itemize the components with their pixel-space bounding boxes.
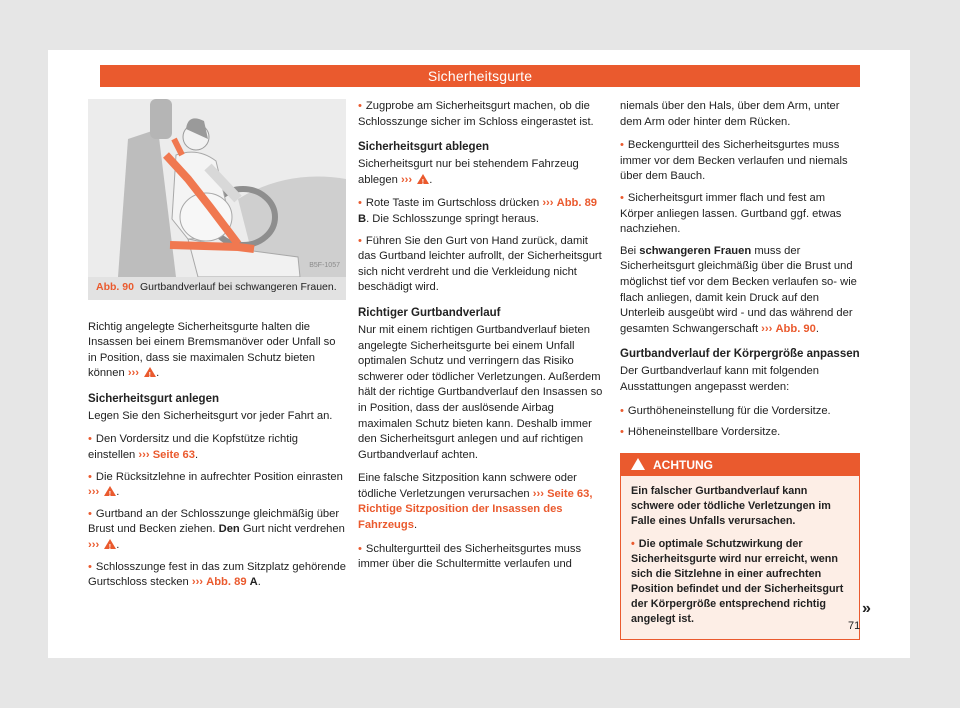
bullet-item <box>358 234 603 296</box>
heading-koerpergroesse: Gurtbandverlauf der Körpergröße anpassen <box>620 348 860 361</box>
paragraph-text: Eine falsche Sitzposition kann schwere oder tödliche Verletzungen verursachen <box>358 472 577 500</box>
heading-anlegen: Sicherheitsgurt anlegen <box>88 392 220 405</box>
warning-icon <box>104 539 116 549</box>
bullet-dot: • <box>631 537 635 550</box>
arrows: ››› <box>761 322 773 335</box>
bullet-text: Höheneinstellbare Vordersitze. <box>627 426 781 439</box>
page-number: 71 <box>848 620 861 632</box>
heading-ablegen: Sicherheitsgurt ablegen <box>358 141 490 154</box>
column-right <box>620 99 860 640</box>
paragraph-schwanger: Bei schwangeren Frauen muss der Sicherheitsgurt gleichmäßig über die Brust und möglichst tief vor dem Becken verlaufen so- wie flach anliegen, damit kein Druck auf den Unterleib ausgeübt wird - und das während der gesamten Schwangerschaft ››› Abb. 90. <box>620 244 857 335</box>
continue-marker: » <box>862 600 871 617</box>
arrows: ››› <box>138 449 150 462</box>
bold-letter: B <box>358 212 367 225</box>
figure-caption-text: Gurtbandverlauf bei schwangeren Frauen. <box>139 281 337 293</box>
bullet-text: Schlosszunge fest in das zum Sitzplatz gehörende Gurtschloss stecken <box>88 560 346 589</box>
bullet-text: Die Rücksitzlehne in aufrechter Position einrasten <box>95 470 343 483</box>
arrows: ››› <box>127 367 140 380</box>
bold-text: Den <box>218 523 240 536</box>
bullet-dot: • <box>88 507 92 520</box>
link-seite-63[interactable]: Seite 63 <box>152 449 195 462</box>
paragraph-sitzposition: Eine falsche Sitzposition kann schwere oder tödliche Verletzungen verursachen ››› Seite 63, Richtige Sitzposition der Insassen des Fahrzeugs. <box>358 472 593 532</box>
bullet-text: Rote Taste im Gurtschloss drücken <box>365 197 540 210</box>
arrows: ››› <box>400 173 413 186</box>
bullet-dot: • <box>88 560 92 573</box>
warning-box <box>620 453 860 640</box>
paragraph-text: muss der Sicherheitsgurt gleichmäßig über die Brust und möglichst tief vor dem Becken verlaufen so- wie flach anliegen, damit kein Druck auf den Unterleib ausgeübt wird - und das während der gesamten Schwangerschaft <box>620 244 857 335</box>
bullet-text: Führen Sie den Gurt von Hand zurück, damit das Gurtband leichter aufrollt, der Sicherheitsgurt sich nicht verdreht und die Verkleidung nicht beschädigt wird. <box>358 234 602 294</box>
bullet-dot: • <box>620 191 624 204</box>
bullet-item <box>358 99 603 130</box>
paragraph-text: Bei <box>620 244 637 257</box>
link-abb-89[interactable]: Abb. 89 <box>206 576 247 589</box>
bullet-item: • Gurtband an der Schlosszunge gleichmäßig über Brust und Becken ziehen. Den Gurt nicht verdrehen ››› ! . <box>88 507 346 554</box>
arrows: ››› <box>88 539 100 552</box>
section-header: Sicherheitsgurte <box>100 65 860 87</box>
bullet-text: Schultergurtteil des Sicherheitsgurtes muss immer über die Schultermitte verlaufen und <box>358 542 582 571</box>
paragraph-ausstattung: Der Gurtbandverlauf kann mit folgenden Ausstattungen angepasst werden: <box>620 365 820 393</box>
intro-text: Richtig angelegte Sicherheitsgurte halten die Insassen bei einem Bremsmanöver oder Unfall so in Position, dass sie maximalen Schutz bieten können <box>88 320 336 380</box>
figure-label: Abb. 90 <box>96 281 134 293</box>
figure-illustration <box>88 99 346 277</box>
bullet-item <box>620 138 860 185</box>
warning-body <box>621 476 859 639</box>
bullet-text: Zugprobe am Sicherheitsgurt machen, ob die Schlosszunge sicher im Schloss eingerastet ist. <box>358 100 594 128</box>
bullet-item <box>358 542 603 573</box>
bullet-item <box>620 404 860 420</box>
bullet-dot: • <box>620 139 624 152</box>
bullet-text: Gurt nicht verdrehen <box>242 523 345 536</box>
link-abb-90[interactable]: Abb. 90 <box>775 322 816 335</box>
bullet-dot: • <box>358 234 362 247</box>
bullet-item <box>358 196 603 227</box>
column-middle <box>358 99 603 579</box>
pregnant-woman-seatbelt-illustration <box>88 99 346 277</box>
bold-text: schwangeren Frauen <box>639 244 752 257</box>
warning-header <box>621 454 859 476</box>
link-abb-89[interactable]: Abb. 89 <box>556 197 598 210</box>
bullet-text: Beckengurtteil des Sicherheitsgurtes muss immer vor dem Becken verlaufen und niemals über dem Bauch. <box>620 139 848 183</box>
warning-triangle-icon <box>631 458 645 470</box>
warning-icon <box>144 367 156 377</box>
warning-bullet <box>631 537 849 627</box>
bullet-text: Gurtband an der Schlosszunge gleichmäßig über Brust und Becken ziehen. <box>88 507 340 536</box>
figure-caption <box>88 277 346 300</box>
paragraph-anlegen: Legen Sie den Sicherheitsgurt vor jeder Fahrt an. <box>88 409 333 422</box>
bullet-dot: • <box>620 426 624 439</box>
warning-title: ACHTUNG <box>653 457 713 472</box>
warning-bullet-text: Die optimale Schutzwirkung der Sicherheitsgurte wird nur erreicht, wenn sich die Sitzlehne in einer aufrechten Position befindet und der Sicherheitsgurt der Körpergröße entsprechend richtig angelegt ist. <box>631 537 844 625</box>
link-seite-63-sitzposition[interactable]: Seite 63, Richtige Sitzposition der Insassen des Fahrzeugs <box>358 487 593 532</box>
bullet-dot: • <box>358 197 362 210</box>
paragraph-verlauf: Nur mit einem richtigen Gurtbandverlauf bieten angelegte Sicherheitsgurte bei einem Unfall optimalen Schutz und verringern das Risiko schwerer oder tödlicher Verletzungen. Außerdem hält der richtige Gurtbandverlauf den Insassen so in Position, dass der auslösende Airbag maximalen Schutz bieten kann. Deshalb immer den Sicherheitsgurt anlegen und auf richtigen Gurtbandverlauf achten. <box>358 323 603 461</box>
bullet-item: • Schlosszunge fest in das zum Sitzplatz gehörende Gurtschloss stecken ››› Abb. 89 A. <box>88 560 346 589</box>
bullet-dot: • <box>358 542 362 555</box>
bullet-item <box>620 191 860 238</box>
warning-icon <box>417 174 429 184</box>
bullet-item: • Den Vordersitz und die Kopfstütze richtig einstellen ››› Seite 63. <box>88 433 299 462</box>
bullet-item: • Die Rücksitzlehne in aufrechter Position einrasten ››› ! . <box>88 470 346 501</box>
arrows: ››› <box>532 487 544 500</box>
arrows: ››› <box>542 197 554 210</box>
warning-icon <box>104 486 116 496</box>
bullet-dot: • <box>620 404 624 417</box>
bullet-text: Sicherheitsgurt immer flach und fest am Körper anliegen lassen. Gurtband ggf. etwas nachziehen. <box>620 191 842 236</box>
paragraph-ablegen: Sicherheitsgurt nur bei stehendem Fahrzeug ablegen ››› ! . <box>358 157 603 188</box>
bold-letter: A <box>249 576 258 589</box>
intro-paragraph: Richtig angelegte Sicherheitsgurte halten die Insassen bei einem Bremsmanöver oder Unfall so in Position, dass sie maximalen Schutz bieten können ››› ! . <box>88 320 346 382</box>
paragraph-continued: niemals über den Hals, über dem Arm, unter dem Arm oder hinter dem Rücken. <box>620 100 840 128</box>
bullet-item <box>620 425 860 441</box>
bullet-text: Den Vordersitz und die Kopfstütze richtig einstellen <box>88 433 299 462</box>
paragraph-text: Sicherheitsgurt nur bei stehendem Fahrzeug ablegen <box>358 158 579 186</box>
bullet-dot: • <box>358 100 362 112</box>
bullet-text: Gurthöheneinstellung für die Vordersitze. <box>627 404 831 417</box>
arrows: ››› <box>88 486 100 499</box>
bullet-text: . Die Schlosszunge springt heraus. <box>366 212 539 225</box>
figure-code: B5F-1057 <box>309 262 340 270</box>
warning-text: Ein falscher Gurtbandverlauf kann schwere oder tödliche Verletzungen im Falle eines Unfalls verursachen. <box>631 484 831 527</box>
column-left <box>88 99 346 597</box>
arrows: ››› <box>191 576 204 589</box>
heading-verlauf: Richtiger Gurtbandverlauf <box>358 306 501 319</box>
bullet-dot: • <box>88 433 92 446</box>
bullet-dot: • <box>88 470 92 483</box>
